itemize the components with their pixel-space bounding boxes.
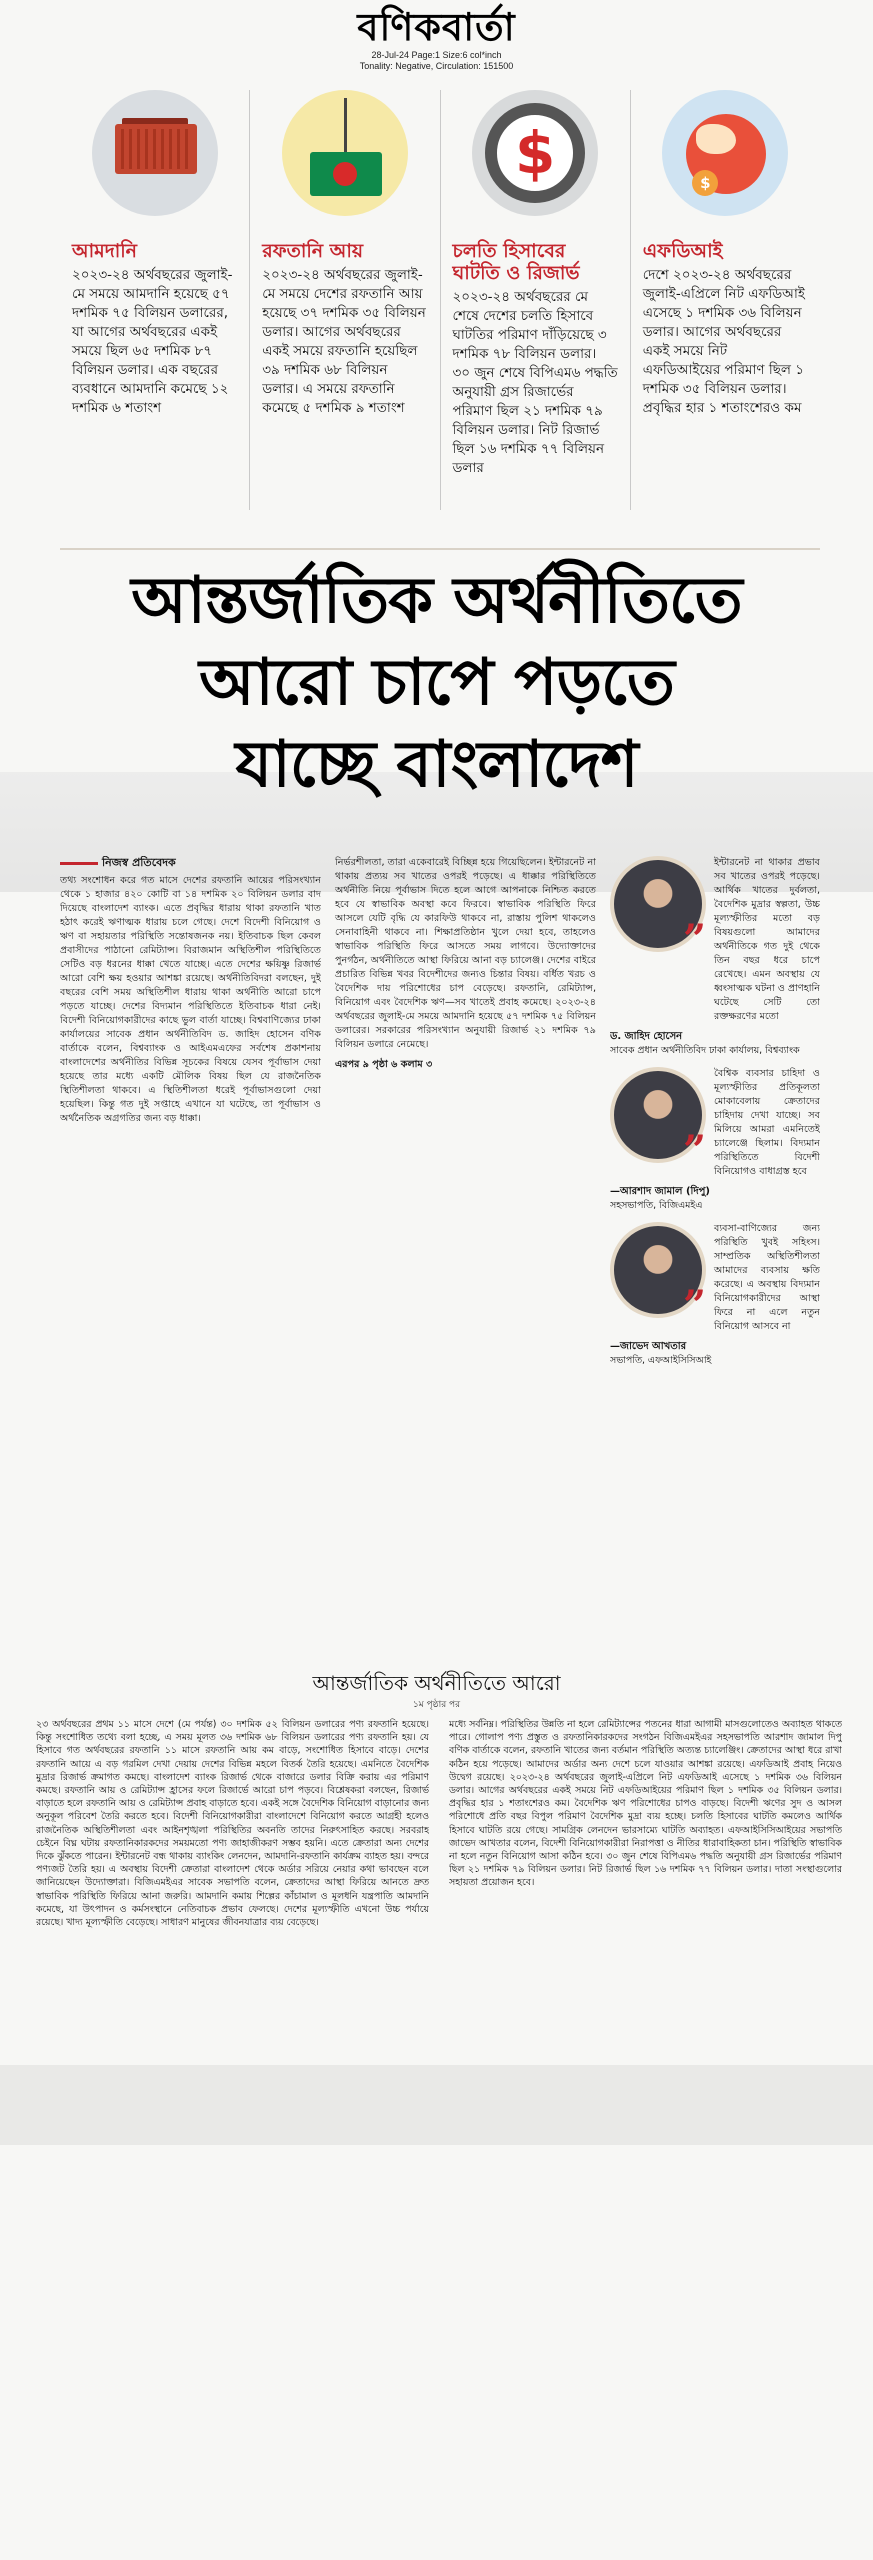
quote-text: ব্যবসা-বাণিজ্যের জন্য পরিস্থিতি খুবই সহিংস। সাম্প্রতিক অস্থিতিশীলতা আমাদের ব্যবসায় ক্ষতি করেছে। এ অবস্থায় বিদ্যমান বিনিয়োগকারীদের আস্থা ফিরে না এলে নতুন বিনিয়োগ আসবে না <box>714 1223 820 1332</box>
quote-text: ইন্টারনেট না থাকার প্রভাব সব খাতের ওপরই পড়েছে। আর্থিক খাতের দুর্বলতা, বৈদেশিক মুদ্রার স্বল্পতা, উচ্চ মূল্যস্ফীতির মতো বড় বিষয়গুলো আমাদের অর্থনীতিকে গত দুই থেকে তিন বছর ধরে চাপে রেখেছে। এমন অবস্থায় যে ধ্বংসাত্মক ঘটনা ও প্রাণহানি ঘটেছে সেটি তো রক্তক্ষরণের মতো <box>714 857 820 1022</box>
headline-line-1: আন্তর্জাতিক অর্থনীতিতে <box>131 564 742 638</box>
stat-text: ২০২৩-২৪ অর্থবছরের জুলাই-মে সময়ে দেশের রফতানি আয় হয়েছে ৩৭ দশমিক ৩৫ বিলিয়ন ডলার। আগের অর্থবছরের একই সময়ে রফতানি হয়েছিল ৩৯ দশমিক ৬৮ বিলিয়ন ডলার। এ সময়ে রফতানি কমেছে ৫ দশমিক ৯ শতাংশ <box>262 267 426 416</box>
masthead <box>0 4 873 72</box>
stat-fdi <box>631 90 820 510</box>
stat-imports <box>60 90 250 510</box>
article-text: নির্ভরশীলতা, তারা একেবারেই বিচ্ছিন্ন হয়ে গিয়েছিলেন। ইন্টারনেট না থাকায় প্রত্যয় সব খাতের ওপরই পড়েছে। এ ধাক্কার পরিস্থিতিতে অর্থনীতি নিয়ে পূর্বাভাস দিতে হলে আগে আপনাকে নিশ্চিত করতে হবে যে স্বাভাবিক অবস্থা কবে ফিরবে। স্বাভাবিক পরিস্থিতি ফিরে আসলে যেটি বৃদ্ধি যে কারফিউ থাকবে না, রাস্তায় পুলিশ থাকলেও সেনাবাহিনী থাকবে না। শিক্ষাপ্রতিষ্ঠান খুলে দেয়া হবে, তাহলেও স্বাভাবিক পরিস্থিতি ফিরে আসতে সময় লাগবে। উদ্যোক্তাদের পুনর্গঠন, অর্থনীতিতে আস্থা ফিরিয়ে আনা বড় চ্যালেঞ্জ। দেশের বাইরে প্রচারিত বিভিন্ন খবর বিদেশীদের জন্যও চিন্তার বিষয়। বর্ধিত খরচ ও বৈদেশিক দায় পরিশোধের চাপ বেড়েছে। রফতানি, রেমিট্যান্স, বিনিয়োগ এবং বৈদেশিক ঋণ—সব খাতেই প্রবাহ কমেছে। ২০২৩-২৪ অর্থবছরের জুলাই-মে সময়ে আমদানি হয়েছে ৫৭ দশমিক ৭৫ বিলিয়ন ডলারের। সরকারের পরিসংখ্যান অনুযায়ী রিজার্ভ ২১ দশমিক ৭৯ বিলিয়ন ডলারে নেমেছে। <box>335 857 596 1050</box>
continuation-column-1: ২৩ অর্থবছরের প্রথম ১১ মাসে দেশে (মে পর্যন্ত) ৩০ দশমিক ৫২ বিলিয়ন ডলারের পণ্য রফতানি হয়েছে। কিন্তু সংশোধিত তথ্যে বলা হচ্ছে, এ সময় মূলত ৩৬ দশমিক ৬৮ বিলিয়ন ডলারের পণ্য রফতানি হয়। যে হিসাবে গত অর্থবছরের রফতানি ১১ মাসে রফতানি আয় কম বাড়ে, সংশোধিত হিসাবে বাড়ে। দেশের রফতানি আয়ে এ বড় গরমিল দেখা দেয়ায় দেশের বিভিন্ন মহলে বিতর্ক তৈরি হয়েছে। এমনিতে বৈদেশিক মুদ্রার রিজার্ভ ক্রমাগত কমছে। বাংলাদেশ ব্যাংক রিজার্ভ থেকে বাজারে ডলার বিক্রি করায় এর পরিমাণ কমছে। রফতানি আয় ও রেমিট্যান্স হ্রাসের ফলে রিজার্ভে আরো চাপ পড়বে। বিশ্লেষকরা বলছেন, রিজার্ভ বাড়াতে হলে রফতানি আয় ও রেমিট্যান্স প্রবাহ বাড়াতে হবে। একই সঙ্গে বৈদেশিক বিনিয়োগ বাড়ানোর জন্য অনুকূল পরিবেশ তৈরি করতে হবে। বিদেশী বিনিয়োগকারীরা বাংলাদেশে বিনিয়োগ করতে আগ্রহী হলেও রাজনৈতিক অস্থিতিশীলতা এবং আইনশৃঙ্খলা পরিস্থিতির অবনতি তাদের নিরুৎসাহিত করছে। সরবরাহ চেইনে বিঘ্ন ঘটায় রফতানিকারকদের সময়মতো পণ্য জাহাজীকরণ সম্ভব হয়নি। এতে ক্রেতারা অন্য দেশের দিকে ঝুঁকতে পারেন। ইন্টারনেট বন্ধ থাকায় ব্যাংকিং লেনদেন, আমদানি-রফতানি কার্যক্রম ব্যাহত হয়। বন্দরে পণ্যজট তৈরি হয়। এ অবস্থায় বিদেশী ক্রেতারা বাংলাদেশ থেকে অর্ডার সরিয়ে নেয়ার কথা ভাবছেন বলে জানিয়েছেন উদ্যোক্তারা। বিজিএমইএর সাবেক সভাপতি বলেন, ক্রেতাদের আস্থা ফিরিয়ে আনতে দ্রুত স্বাভাবিক পরিস্থিতি ফিরিয়ে আনা জরুরি। আমদানি কমায় শিল্পের কাঁচামাল ও মূলধনি যন্ত্রপাতি আমদানি কমেছে, যা উৎপাদন ও কর্মসংস্থানে নেতিবাচক প্রভাব ফেলছে। দেশের মূল্যস্ফীতি এখনো উচ্চ পর্যায়ে রয়েছে। খাদ্য মূল্যস্ফীতি বেড়েছে। সাধারণ মানুষের জীবনযাত্রার ব্যয় বেড়েছে। <box>36 1719 429 1929</box>
stat-text: ২০২৩-২৪ অর্থবছরের জুলাই-মে সময়ে আমদানি হয়েছে ৫৭ দশমিক ৭৫ বিলিয়ন ডলারের, যা আগের অর্থবছরের একই সময়ে ছিল ৬৫ দশমিক ৮৭ বিলিয়ন ডলার। এক বছরের ব্যবধানে আমদানি কমেছে ১২ দশমিক ৬ শতাংশ <box>72 267 233 416</box>
quotes-column <box>610 856 820 1586</box>
continuation-column-2: মধ্যে সর্বনিম্ন। পরিস্থিতির উন্নতি না হলে রেমিট্যান্সের পতনের ধারা আগামী মাসগুলোতেও অব্যাহত থাকতে পারে। গোলাপ পণ্য প্রস্তুত ও রফতানিকারকদের সংগঠন বিজিএমইএর সহসভাপতি আরশাদ জামাল দিপু বণিক বার্তাকে বলেন, রফতানি খাতের জন্য বর্তমান পরিস্থিতি অত্যন্ত চ্যালেঞ্জিং। ক্রেতাদের আস্থা ধরে রাখা কঠিন হয়ে পড়েছে। আমাদের অর্ডার অন্য দেশে চলে যাওয়ার আশঙ্কা রয়েছে। এফডিআই প্রবাহ নিয়েও উদ্বেগ রয়েছে। ২০২৩-২৪ অর্থবছরের জুলাই-এপ্রিলে নিট এফডিআই এসেছে ১ দশমিক ৩৬ বিলিয়ন ডলার। আগের অর্থবছরের একই সময়ে নিট এফডিআইয়ের পরিমাণ ছিল ১ দশমিক ৩৫ বিলিয়ন ডলার। প্রবৃদ্ধির হার ১ শতাংশেরও কম। বৈদেশিক ঋণ পরিশোধের চাপও বাড়ছে। বিদেশী ঋণের সুদ ও আসল পরিশোধে প্রতি বছর বিপুল পরিমাণ বৈদেশিক মুদ্রা ব্যয় হচ্ছে। চলতি হিসাবের ঘাটতি কমলেও আর্থিক হিসাবে ঘাটতি রয়ে গেছে। সামগ্রিক লেনদেন ভারসাম্যে ঘাটতি অব্যাহত। এফআইসিসিআইয়ের সভাপতি জাভেদ আখতার বলেন, বিদেশী বিনিয়োগকারীরা নিরাপত্তা ও নীতির ধারাবাহিকতা চান। পরিস্থিতি স্বাভাবিক না হলে নতুন বিনিয়োগ আসা কঠিন হবে। ৩০ জুন শেষে বিপিএম৬ পদ্ধতি অনুযায়ী গ্রস রিজার্ভের পরিমাণ ছিল ২১ দশমিক ৭৯ বিলিয়ন ডলার। নিট রিজার্ভ ছিল ১৬ দশমিক ৭৭ বিলিয়ন ডলার। দাতা সংস্থাগুলোর সহায়তা প্রয়োজন হবে। <box>449 1719 842 1889</box>
avatar <box>610 856 706 952</box>
crane-cargo-icon <box>282 90 408 216</box>
headline-line-2: আরো চাপে পড়তে <box>199 646 674 720</box>
article-text: তথ্য সংশোধন করে গত মাসে দেশের রফতানি আয়ের পরিসংখ্যান থেকে ১ হাজার ৪২০ কোটি বা ১৪ দশমিক ২০ বিলিয়ন ডলার বাদ দিয়েছে বাংলাদেশ ব্যাংক। এতে প্রবৃদ্ধির ধারায় থাকা রফতানি খাত হঠাৎ করেই ঋণাত্মক ধারায় চলে গেছে। দেশে বিদেশী বিনিয়োগ ও ঋণ বা সহায়তার পরিস্থিতি সন্তোষজনক নয়। ইতিবাচক ছিল কেবল প্রবাসীদের পাঠানো রেমিট্যান্স। বিরাজমান অস্থিতিশীল পরিস্থিতিতে সেটিও বড় ধরনের ধাক্কা খেতে যাচ্ছে। এতে দেশের ক্ষয়িষ্ণু রিজার্ভ আরো বেশি ক্ষয় হওয়ার আশঙ্কা রয়েছে। অর্থনীতিবিদরা বলছেন, দুই বছরের বেশি সময় অস্থিতিশীল ধারায় থাকা অর্থনীতি আরো চাপে পড়তে যাচ্ছে। দেশের বিদ্যমান পরিস্থিতিতে ইতিবাচক ধারা নেই। বিদেশী বিনিয়োগকারীদের কাছে ভুল বার্তা যাচ্ছে। বিশ্ববাণিজ্যের ঢাকা কার্যালয়ের সাবেক প্রধান অর্থনীতিবিদ ড. জাহিদ হোসেন বণিক বার্তাকে বলেন, বিশ্বব্যাংক ও আইএমএফের সর্বশেষ প্রকাশনায় বাংলাদেশের অর্থনীতির বিভিন্ন সূচকের বিষয়ে যেসব পূর্বাভাস দেয়া হয়েছে তার মধ্যে একটি মৌলিক বিষয় ছিল যে রাজনৈতিক স্থিতিশীলতা থাকবে। এ স্থিতিশীলতা ধরেই পূর্বাভাসগুলো দেয়া হয়েছিল। কিন্তু গত দুই সপ্তাহে এখানে যা ঘটেছে, তা পূর্বাভাস ও অর্থনৈতিক অগ্রগতির জন্য বড় ধাক্কা। <box>60 875 321 1124</box>
avatar <box>610 1067 706 1163</box>
stat-text: দেশে ২০২৩-২৪ অর্থবছরের জুলাই-এপ্রিলে নিট এফডিআই এসেছে ১ দশমিক ৩৬ বিলিয়ন ডলার। আগের অর্থবছরের একই সময়ে নিট এফডিআইয়ের পরিমাণ ছিল ১ দশমিক ৩৫ বিলিয়ন ডলার। প্রবৃদ্ধির হার ১ শতাংশেরও কম <box>642 267 805 416</box>
stat-exports <box>250 90 440 510</box>
avatar <box>610 1222 706 1318</box>
quote-name: —আরশাদ জামাল (দিপু) <box>610 1186 710 1197</box>
article-column-2 <box>335 856 596 1586</box>
shipping-container-icon <box>92 90 218 216</box>
headline-line-3: যাচ্ছে বাংলাদেশ <box>235 728 638 802</box>
quote-role: সাবেক প্রধান অর্থনীতিবিদ ঢাকা কার্যালয়, বিশ্বব্যাংক <box>610 1045 800 1056</box>
continuation-body <box>36 1718 842 2548</box>
section-divider <box>60 548 820 550</box>
stat-current-account <box>441 90 631 510</box>
dollar-icon: $ <box>472 90 598 216</box>
quote-block <box>610 1222 820 1334</box>
stat-title: চলতি হিসাবের ঘাটতি ও রিজার্ভ <box>452 240 580 284</box>
stat-title: রফতানি আয় <box>262 240 364 262</box>
quote-role: সহসভাপতি, বিজিএমইএ <box>610 1200 703 1211</box>
clipping-meta-tonality: Tonality: Negative, Circulation: 151500 <box>359 61 514 71</box>
newspaper-logo: বণিকবার্তা <box>357 5 516 49</box>
stat-title: আমদানি <box>72 240 137 262</box>
quote-role: সভাপতি, এফআইসিসিআই <box>610 1355 712 1366</box>
article-body <box>60 856 820 1586</box>
quote-name: —জাভেদ আখতার <box>610 1341 687 1352</box>
continuation-subtitle: ১ম পৃষ্ঠার পর <box>412 1700 461 1710</box>
quote-name: ড. জাহিদ হোসেন <box>610 1031 683 1042</box>
article-column-1 <box>60 856 321 1586</box>
continuation-title: আন্তর্জাতিক অর্থনীতিতে আরো <box>312 1671 561 1695</box>
quote-block <box>610 1067 820 1179</box>
main-headline <box>40 560 833 806</box>
quote-text: বৈশ্বিক ব্যবসার চাহিদা ও মূল্যস্ফীতির প্রতিকূলতা মোকাবেলায় ক্রেতাদের চাহিদায় দেখা যাচ্ছে। সব মিলিয়ে আমরা এমনিতেই চ্যালেঞ্জে ছিলাম। বিদ্যমান পরিস্থিতিতে বিদেশী বিনিয়োগও বাধাগ্রস্ত হবে <box>714 1068 820 1177</box>
stat-title: এফডিআই <box>642 240 723 262</box>
byline: নিজস্ব প্রতিবেদক <box>60 856 321 870</box>
continuation-pointer: এরপর ৯ পৃষ্ঠা ৬ কলাম ৩ <box>335 1059 433 1070</box>
stat-text: ২০২৩-২৪ অর্থবছরের মে শেষে দেশের চলতি হিসাবে ঘাটতির পরিমাণ দাঁড়িয়েছে ৩ দশমিক ৭৮ বিলিয়ন ডলার। ৩০ জুন শেষে বিপিএম৬ পদ্ধতি অনুযায়ী গ্রস রিজার্ভের পরিমাণ ছিল ২১ দশমিক ৭৯ বিলিয়ন ডলার। নিট রিজার্ভ ছিল ১৬ দশমিক ৭৭ বিলিয়ন ডলার <box>452 289 618 476</box>
quote-block <box>610 856 820 1024</box>
clipping-meta-date: 28-Jul-24 Page:1 Size:6 col*inch <box>371 50 502 60</box>
stats-panel <box>60 90 820 510</box>
globe-investment-icon: $ <box>662 90 788 216</box>
